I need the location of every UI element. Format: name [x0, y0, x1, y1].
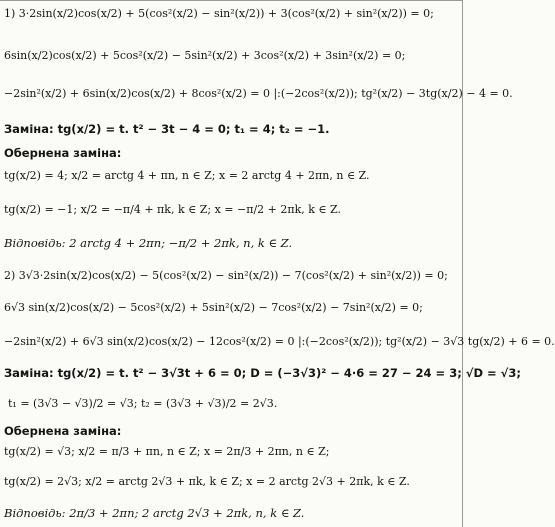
solution-1-answer: Відповідь: 2 arctg 4 + 2πn; −π/2 + 2πk, n, k ∈ Z.	[4, 236, 293, 250]
solution-1-reverse-substitution-heading: Обернена заміна:	[4, 146, 122, 160]
solution-2-roots: t₁ = (3√3 − √3)/2 = √3; t₂ = (3√3 + √3)/2 = 2√3.	[8, 397, 278, 410]
solution-2-reverse-substitution-heading: Обернена заміна:	[4, 424, 122, 438]
solution-2-line-3: −2sin²(x/2) + 6√3 sin(x/2)cos(x/2) − 12cos²(x/2) = 0 |:(−2cos²(x/2)); tg²(x/2) − 3√3 tg(x/2) + 6 = 0.	[4, 335, 555, 348]
solution-1-substitution: Заміна: tg(x/2) = t. t² − 3t − 4 = 0; t₁ = 4; t₂ = −1.	[4, 122, 330, 136]
solution-1-line-3: −2sin²(x/2) + 6sin(x/2)cos(x/2) + 8cos²(x/2) = 0 |:(−2cos²(x/2)); tg²(x/2) − 3tg(x/2) − 4 = 0.	[4, 87, 513, 100]
solution-2-answer: Відповідь: 2π/3 + 2πn; 2 arctg 2√3 + 2πk, n, k ∈ Z.	[4, 506, 305, 520]
solution-1-case-1: tg(x/2) = 4; x/2 = arctg 4 + πn, n ∈ Z; x = 2 arctg 4 + 2πn, n ∈ Z.	[4, 169, 370, 182]
solution-2-case-2: tg(x/2) = 2√3; x/2 = arctg 2√3 + πk, k ∈ Z; x = 2 arctg 2√3 + 2πk, k ∈ Z.	[4, 475, 410, 488]
solution-2-line-2: 6√3 sin(x/2)cos(x/2) − 5cos²(x/2) + 5sin²(x/2) − 7cos²(x/2) − 7sin²(x/2) = 0;	[4, 301, 423, 314]
solution-2-substitution: Заміна: tg(x/2) = t. t² − 3√3t + 6 = 0; D = (−3√3)² − 4·6 = 27 − 24 = 3; √D = √3;	[4, 366, 521, 380]
solution-2-line-1: 2) 3√3·2sin(x/2)cos(x/2) − 5(cos²(x/2) − sin²(x/2)) − 7(cos²(x/2) + sin²(x/2)) = 0;	[4, 269, 448, 282]
solution-1-line-1: 1) 3·2sin(x/2)cos(x/2) + 5(cos²(x/2) − sin²(x/2)) + 3(cos²(x/2) + sin²(x/2)) = 0;	[4, 7, 434, 20]
solution-1-case-2: tg(x/2) = −1; x/2 = −π/4 + πk, k ∈ Z; x = −π/2 + 2πk, k ∈ Z.	[4, 203, 342, 216]
solution-1-line-2: 6sin(x/2)cos(x/2) + 5cos²(x/2) − 5sin²(x/2) + 3cos²(x/2) + 3sin²(x/2) = 0;	[4, 49, 406, 62]
solution-2-case-1: tg(x/2) = √3; x/2 = π/3 + πn, n ∈ Z; x = 2π/3 + 2πn, n ∈ Z;	[4, 445, 330, 458]
